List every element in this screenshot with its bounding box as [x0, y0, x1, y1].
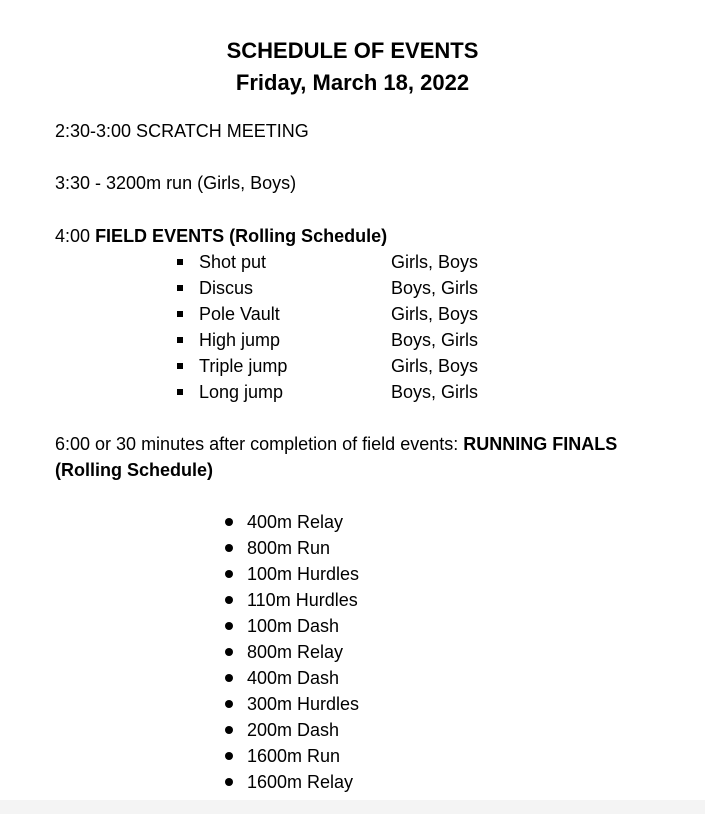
running-event-name: 400m Dash [247, 668, 340, 688]
square-bullet-icon [177, 311, 183, 317]
round-bullet-icon [225, 752, 233, 760]
field-event-name: Shot put [199, 252, 267, 272]
round-bullet-icon [225, 622, 233, 630]
field-events-heading [55, 223, 387, 249]
round-bullet-icon [225, 648, 233, 656]
event-date: Friday, March 18, 2022 [235, 70, 470, 95]
running-event-name: 200m Dash [247, 720, 340, 740]
running-finals-heading [55, 431, 617, 457]
running-event-name: 1600m Run [247, 746, 341, 766]
running-finals-title: RUNNING FINALS [463, 434, 618, 454]
square-bullet-icon [177, 389, 183, 395]
running-event-name: 800m Relay [247, 642, 344, 662]
square-bullet-icon [177, 363, 183, 369]
square-bullet-icon [177, 337, 183, 343]
round-bullet-icon [225, 518, 233, 526]
running-event-name: 110m Hurdles [247, 590, 358, 610]
round-bullet-icon [225, 674, 233, 682]
running-event-name: 400m Relay [247, 512, 344, 532]
running-finals-intro: 6:00 or 30 minutes after completion of field events: [55, 434, 464, 454]
running-event-name: 800m Run [247, 538, 331, 558]
scratch-meeting-line: 2:30-3:00 SCRATCH MEETING [55, 121, 309, 141]
round-bullet-icon [225, 726, 233, 734]
round-bullet-icon [225, 570, 233, 578]
round-bullet-icon [225, 778, 233, 786]
running-event-name: 1600m Relay [247, 772, 354, 792]
running-event-name: 100m Dash [247, 616, 340, 636]
square-bullet-icon [177, 259, 183, 265]
field-event-genders: Girls, Boys [391, 304, 479, 324]
field-event-genders: Boys, Girls [391, 278, 479, 298]
run-3200-line: 3:30 - 3200m run (Girls, Boys) [55, 173, 297, 193]
running-event-name: 100m Hurdles [247, 564, 360, 584]
field-event-name: High jump [199, 330, 281, 350]
field-event-genders: Girls, Boys [391, 356, 479, 376]
field-event-name: Discus [199, 278, 254, 298]
running-event-name: 300m Hurdles [247, 694, 360, 714]
page-bottom-edge [0, 800, 705, 814]
round-bullet-icon [225, 544, 233, 552]
field-event-genders: Boys, Girls [391, 382, 479, 402]
field-events-title: FIELD EVENTS (Rolling Schedule) [95, 226, 388, 246]
square-bullet-icon [177, 285, 183, 291]
running-finals-subtitle: (Rolling Schedule) [55, 460, 214, 480]
round-bullet-icon [225, 700, 233, 708]
field-event-genders: Girls, Boys [391, 252, 479, 272]
field-event-name: Long jump [199, 382, 284, 402]
field-events-time: 4:00 [55, 226, 91, 246]
field-event-name: Triple jump [199, 356, 288, 376]
page-title: SCHEDULE OF EVENTS [226, 38, 479, 63]
round-bullet-icon [225, 596, 233, 604]
field-event-genders: Boys, Girls [391, 330, 479, 350]
field-event-name: Pole Vault [199, 304, 280, 324]
